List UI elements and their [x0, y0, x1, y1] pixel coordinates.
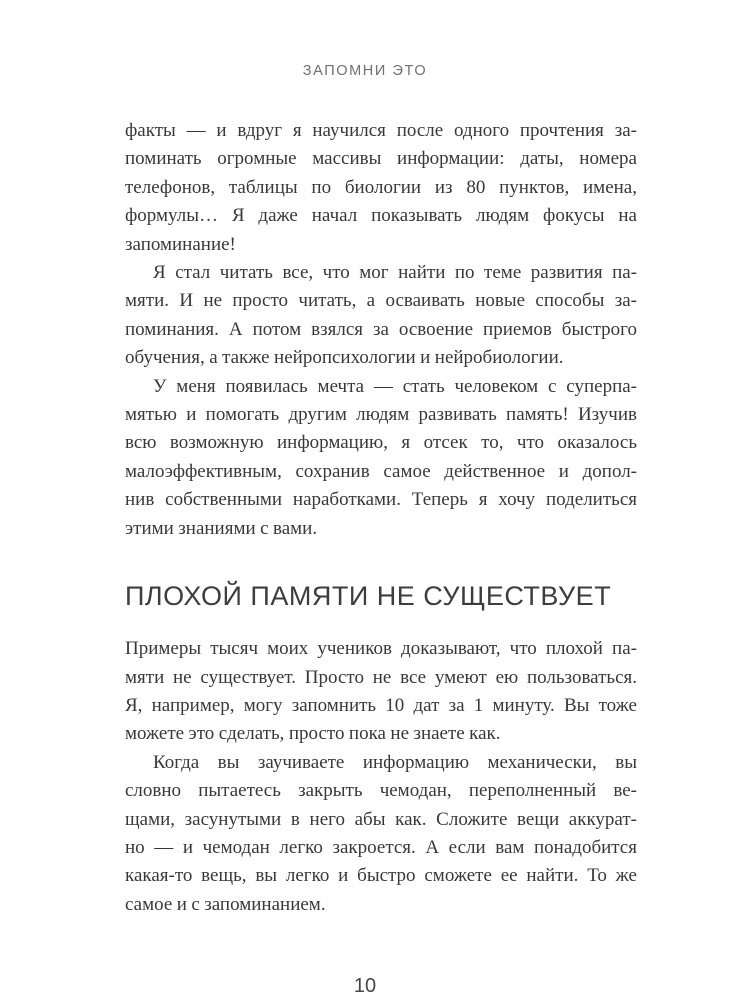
page-number: 10 — [353, 975, 377, 997]
section-heading: ПЛОХОЙ ПАМЯТИ НЕ СУЩЕСТВУЕТ — [125, 581, 612, 612]
paragraph: Примеры тысяч моих учеников доказывают, что плохой па- мяти не существует. Просто не все умеют ею пользоваться. Я, например, могу запомнить 10 дат за 1 минуту. Вы тоже можете это сделать, просто пока не знаете как. — [125, 638, 637, 745]
text-block — [125, 117, 637, 919]
running-header: ЗАПОМНИ ЭТО — [302, 63, 428, 79]
paragraph: факты — и вдруг я научился после одного прочтения за- поминать огромные массивы информации: даты, номера телефонов, таблицы по биологии из 80 пунктов, имена, формулы… Я даже начал показывать людям фокусы на запоминание! — [125, 120, 637, 255]
paragraph: Я стал читать все, что мог найти по теме развития па- мяти. И не просто читать, а осваивать новые способы за- поминания. А потом взялся за освоение приемов быстрого обучения, а также нейропсихологии и нейробиологии. — [125, 262, 637, 369]
paragraph: У меня появилась мечта — стать человеком с суперпа- мятью и помогать другим людям развивать память! Изучив всю возможную информацию, я отсек то, что оказалось малоэффективным, сохранив самое действенное и допол- нив собственными наработками. Теперь я хочу поделиться этими знаниями с вами. — [125, 375, 637, 539]
paragraph: Когда вы заучиваете информацию механически, вы словно пытаетесь закрыть чемодан, переполненный ве- щами, засунутыми в него абы как. Сложите вещи аккурат- но — и чемодан легко закроется. А если вам понадобится какая-то вещь, вы легко и быстро сможете ее найти. То же самое и с запоминанием. — [125, 751, 637, 915]
